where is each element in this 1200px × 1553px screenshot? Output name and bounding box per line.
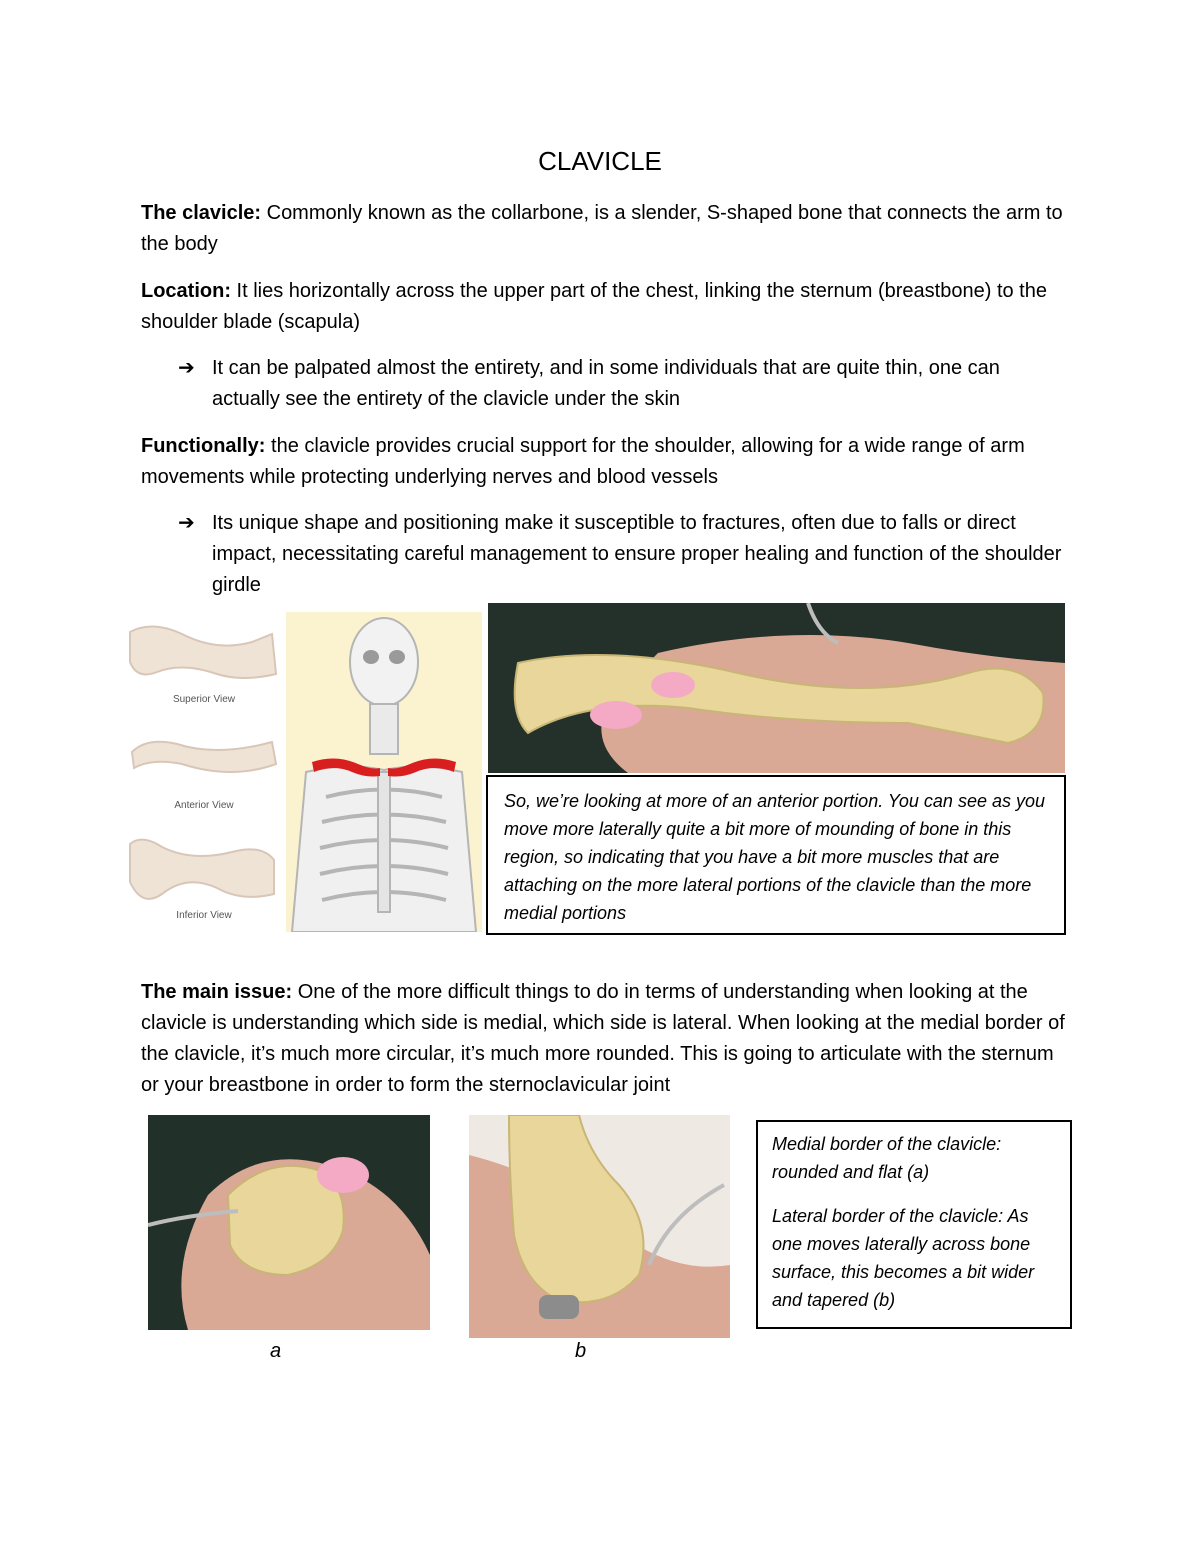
bullet-functionally: [178, 508, 1068, 601]
arrow-icon: ➔: [178, 512, 195, 534]
page-title: CLAVICLE: [538, 146, 662, 176]
skeleton-drawing: [286, 612, 482, 932]
bullet-text: It can be palpated almost the entirety, and in some individuals that are quite thin, one can actually see the entirety of the clavicle under the skin: [212, 357, 1000, 410]
clavicle-views-figure: [122, 612, 282, 932]
hand-holding-clavicle-photo: [488, 603, 1065, 773]
paragraph-functionally: [141, 431, 1071, 493]
paragraph-main-issue: [141, 977, 1071, 1101]
text-functionally: the clavicle provides crucial support for the shoulder, allowing for a wide range of arm movements while protecting underlying nerves and blood vessels: [141, 435, 1025, 488]
clavicle-photo-drawing: [488, 603, 1065, 773]
clavicle-views-drawing: [122, 612, 282, 932]
lateral-border-photo-b: [469, 1115, 730, 1338]
photo-label-a: a: [270, 1340, 282, 1362]
bullet-text: Its unique shape and positioning make it susceptible to fractures, often due to falls or direct impact, necessitating careful management to ensure proper healing and function of the shoulder girdle: [212, 512, 1062, 596]
text-clavicle: Commonly known as the collarbone, is a slender, S-shaped bone that connects the arm to the body: [141, 202, 1063, 255]
lateral-border-caption: Lateral border of the clavicle: As one moves laterally across bone surface, this becomes a bit wider and tapered (b): [772, 1206, 1035, 1310]
term-location: Location:: [141, 280, 231, 302]
photo-label-b: b: [575, 1340, 587, 1362]
arrow-icon: ➔: [178, 357, 195, 379]
paragraph-location: [141, 276, 1071, 338]
anterior-caption-text: So, we’re looking at more of an anterior portion. You can see as you move more laterally quite a bit more of mounding of bone in this region, so indicating that you have a bit more muscles that are attaching on the more lateral portions of the clavicle than the more medial portions: [504, 791, 1045, 923]
anterior-view-label: Anterior View: [174, 800, 234, 811]
anterior-caption-box: [486, 775, 1066, 935]
medial-border-photo-a: [148, 1115, 430, 1330]
skeleton-figure: [286, 612, 482, 932]
photo-a-drawing: [148, 1115, 430, 1330]
border-caption-box: [756, 1120, 1072, 1329]
inferior-view-label: Inferior View: [176, 910, 232, 921]
text-location: It lies horizontally across the upper part of the chest, linking the sternum (breastbone) to the shoulder blade (scapula): [141, 280, 1047, 333]
term-clavicle: The clavicle:: [141, 202, 262, 224]
superior-view-label: Superior View: [172, 694, 236, 705]
text-main-issue: One of the more difficult things to do in terms of understanding when looking at the clavicle is understanding which side is medial, which side is lateral. When looking at the medial border of the clavicle, it’s much more circular, it’s much more rounded. This is going to articulate with the sternum or your breastbone in order to form the sternoclavicular joint: [141, 981, 1065, 1096]
term-main-issue: The main issue:: [141, 981, 293, 1003]
term-functionally: Functionally:: [141, 435, 266, 457]
paragraph-clavicle: [141, 198, 1071, 260]
medial-border-caption: Medial border of the clavicle: rounded and flat (a): [772, 1134, 1002, 1182]
photo-b-drawing: [469, 1115, 730, 1338]
bullet-location: [178, 353, 1068, 415]
